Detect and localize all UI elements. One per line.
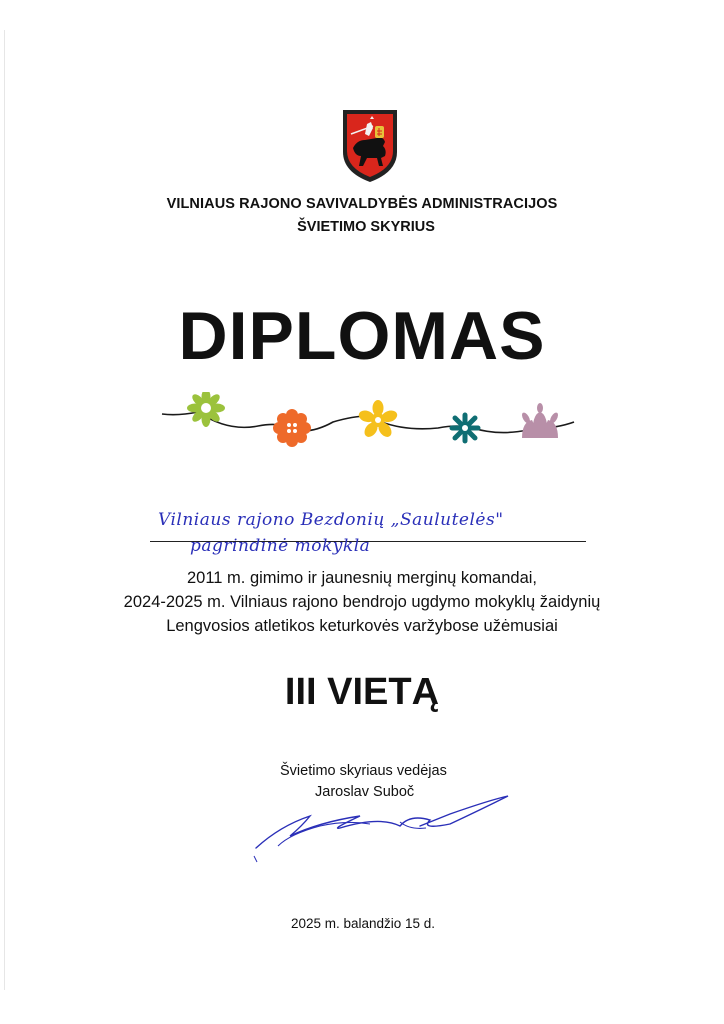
award-description: [0, 566, 724, 638]
coat-of-arms-icon: [339, 106, 401, 184]
award-line-1: 2011 m. gimimo ir jaunesnių merginų komandai,: [186, 569, 538, 587]
recipient-handwritten-line-1: Vilniaus rajono Bezdonių „Saulutelės": [158, 510, 504, 530]
issuer-line-2: ŠVIETIMO SKYRIUS: [297, 219, 435, 235]
flower-mauve-icon: [520, 403, 559, 438]
page-title: DIPLOMAS: [178, 298, 546, 374]
issuer-line-1: VILNIAUS RAJONO SAVIVALDYBĖS ADMINISTRACIJOS: [166, 196, 558, 212]
signature-icon: [250, 786, 520, 866]
scan-edge: [4, 30, 5, 990]
placement-title: III VIETĄ: [284, 671, 440, 713]
award-line-3: Lengvosios atletikos keturkovės varžybose užėmusiai: [166, 617, 558, 635]
flower-green-icon: [187, 392, 225, 427]
flower-orange-icon: [273, 409, 311, 447]
award-line-2: 2024-2025 m. Vilniaus rajono bendrojo ugdymo mokyklų žaidynių: [123, 593, 601, 611]
issue-date: 2025 m. balandžio 15 d.: [290, 916, 436, 931]
flower-garland: [158, 392, 578, 462]
recipient-handwritten-line-2: pagrindinė mokykla: [190, 536, 371, 556]
flower-teal-icon: [452, 415, 478, 441]
signatory-name: Jaroslav Subоč: [315, 784, 415, 800]
signatory-role: Švietimo skyriaus vedėjas: [280, 763, 447, 779]
flower-yellow-icon: [357, 400, 398, 439]
